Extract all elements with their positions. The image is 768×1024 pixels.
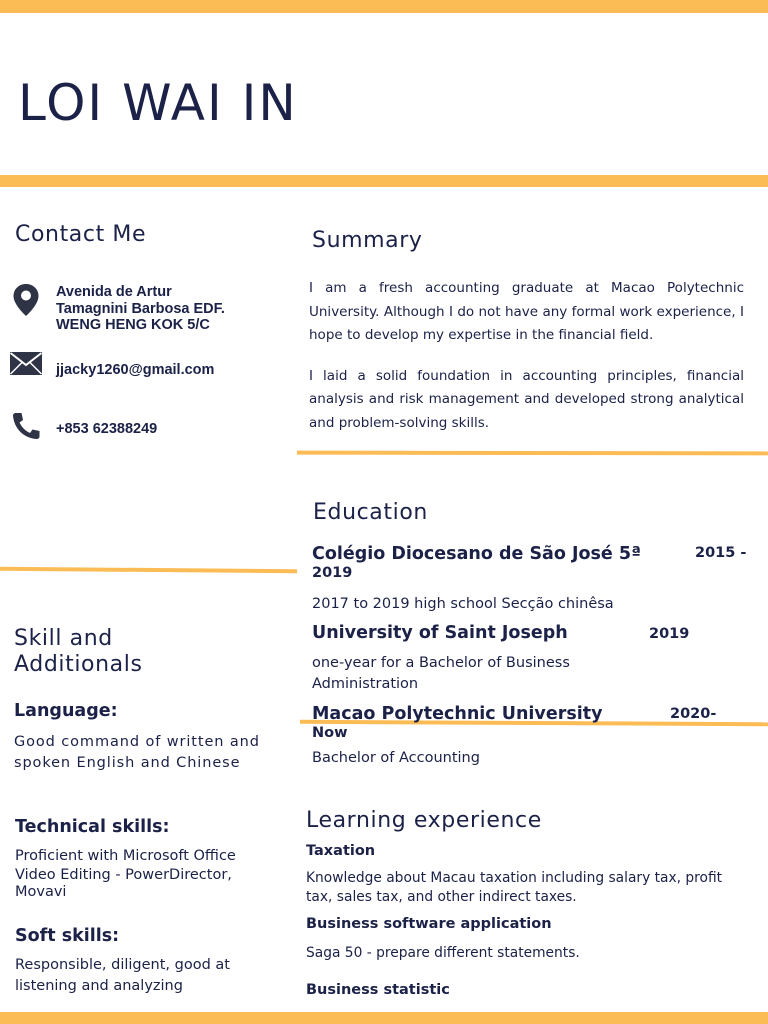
education-heading: Education — [313, 500, 428, 525]
technical-skills-heading: Technical skills: — [15, 817, 170, 837]
education-detail-1: 2017 to 2019 high school Secção chinêsa — [312, 596, 614, 612]
education-years-3a: 2020- — [670, 706, 717, 722]
learning-title-3: Business statistic — [306, 982, 450, 998]
contact-email[interactable]: jjacky1260@gmail.com — [56, 362, 215, 378]
education-school-2: University of Saint Joseph — [312, 623, 568, 643]
contact-phone[interactable]: +853 62388249 — [56, 421, 158, 437]
skills-heading: Skill and Additionals — [14, 626, 143, 677]
phone-icon — [11, 412, 41, 440]
technical-skills-text-2: Video Editing - PowerDirector, Movavi — [15, 867, 232, 900]
summary-paragraph-2: I laid a solid foundation in accounting principles, financial analysis and risk management and developed strong analytical and problem-solving skills. — [309, 367, 744, 431]
technical-skills-text-1: Proficient with Microsoft Office — [15, 848, 236, 864]
education-school-1: Colégio Diocesano de São José 5ª — [312, 544, 641, 564]
learning-heading: Learning experience — [306, 808, 542, 833]
summary-block — [309, 277, 744, 435]
page-title: LOI WAI IN — [18, 74, 298, 132]
education-years-3b: Now — [312, 725, 348, 741]
language-text: Good command of written and spoken English and Chinese — [14, 734, 260, 771]
bottom-accent-bar — [0, 1012, 768, 1024]
learning-title-2: Business software application — [306, 916, 552, 932]
summary-paragraph-1: I am a fresh accounting graduate at Macao Polytechnic University. Although I do not have any formal work experience, I hope to develop my expertise in the financial field. — [309, 280, 744, 343]
soft-skills-text: Responsible, diligent, good at listening and analyzing — [15, 957, 230, 994]
learning-text-1: Knowledge about Macau taxation including salary tax, profit tax, sales tax, and other indirect taxes. — [306, 870, 723, 905]
top-accent-bar — [0, 0, 768, 13]
contact-divider-line — [0, 567, 297, 574]
address-line-3: WENG HENG KOK 5/C — [56, 317, 210, 333]
address-line-2: Tamagnini Barbosa EDF. — [56, 300, 225, 317]
language-heading: Language: — [14, 701, 118, 721]
education-years-1a: 2015 - — [695, 545, 747, 561]
education-school-3: Macao Polytechnic University — [312, 704, 603, 724]
learning-title-1: Taxation — [306, 843, 376, 859]
education-years-1b: 2019 — [312, 565, 353, 581]
mail-icon — [9, 351, 43, 376]
summary-divider-line — [297, 451, 768, 456]
header-divider-bar — [0, 175, 768, 187]
education-detail-2: one-year for a Bachelor of Business Administration — [312, 655, 570, 692]
summary-heading: Summary — [312, 228, 423, 253]
soft-skills-heading: Soft skills: — [15, 926, 120, 946]
address-line-1: Avenida de Artur — [56, 284, 172, 300]
location-pin-icon — [12, 283, 40, 317]
contact-heading: Contact Me — [15, 222, 147, 247]
education-years-2: 2019 — [649, 626, 690, 642]
learning-text-2: Saga 50 - prepare different statements. — [306, 945, 580, 961]
education-detail-3: Bachelor of Accounting — [312, 750, 480, 766]
contact-address — [56, 284, 225, 334]
